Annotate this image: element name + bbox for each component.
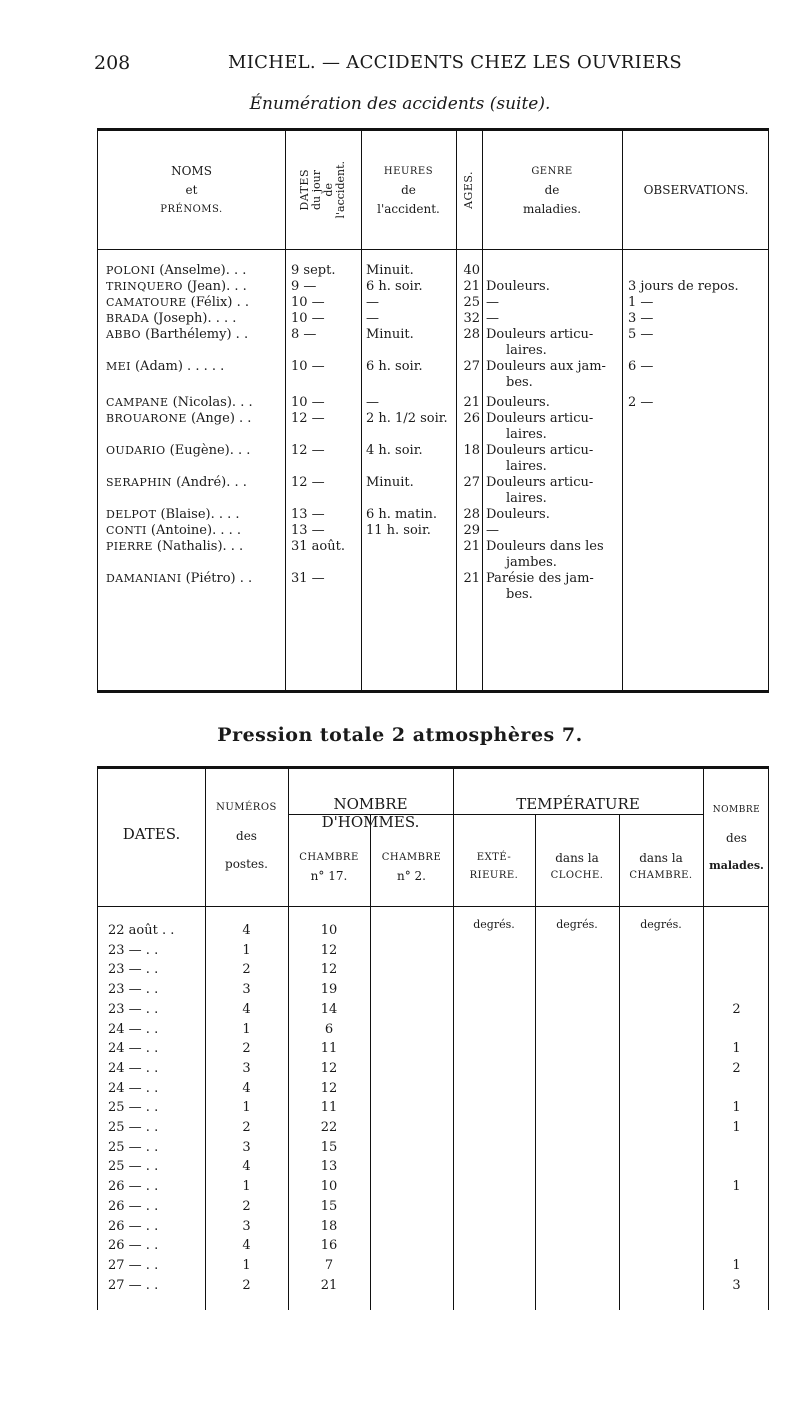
malades-cell: 1 <box>732 1041 741 1057</box>
genre-cell-continued: laires. <box>506 459 547 474</box>
unit-cloche: degrés. <box>556 918 598 931</box>
header-dates: DATES du jour de l'accident. <box>298 161 347 219</box>
genre-cell: Douleurs articu- <box>486 475 594 490</box>
date-cell: 25 — . . <box>108 1120 159 1135</box>
header-dates: DATES. <box>122 825 181 843</box>
date-cell: 25 — . . <box>108 1139 159 1155</box>
poste-cell: 1 <box>242 942 251 958</box>
name-cell <box>106 475 247 491</box>
name-cell <box>106 395 253 411</box>
genre-cell: — <box>486 523 499 538</box>
date-cell: 25 — . . <box>108 1100 159 1116</box>
surname: OUDARIO <box>106 444 166 457</box>
date-cell: 10 — <box>291 295 325 310</box>
age-cell: 21 <box>463 395 480 410</box>
age-cell: 40 <box>463 263 480 278</box>
header-temperature: TEMPÉRATURE <box>516 795 640 813</box>
name-cell <box>106 571 252 587</box>
name-cell <box>106 523 241 539</box>
page-number: 208 <box>94 52 131 74</box>
genre-cell: Douleurs articu- <box>486 443 594 458</box>
accidents-table <box>97 128 769 693</box>
date-cell: 27 — . . <box>108 1277 159 1293</box>
surname: TRINQUERO <box>106 280 183 293</box>
chambre17-cell: 10 <box>320 1179 338 1195</box>
date-cell: 26 — . . <box>108 1238 159 1254</box>
date-cell: 24 — . . <box>108 1060 159 1076</box>
poste-cell: 2 <box>242 1041 251 1057</box>
name-cell <box>106 279 247 295</box>
chambre17-cell: 18 <box>320 1218 338 1234</box>
date-cell: 13 — <box>291 523 325 538</box>
poste-cell: 3 <box>242 1060 251 1076</box>
heure-cell: 4 h. soir. <box>366 443 423 458</box>
table-title: Énumération des accidents (suite). <box>249 94 551 114</box>
date-cell: 22 août . . <box>108 923 175 938</box>
genre-cell: Douleurs. <box>486 507 550 522</box>
genre-cell: Douleurs articu- <box>486 411 594 426</box>
poste-cell: 3 <box>242 1139 251 1155</box>
surname: MEI <box>106 360 131 373</box>
date-cell: 9 — <box>291 279 317 294</box>
date-cell: 24 — . . <box>108 1041 159 1057</box>
chambre17-cell: 12 <box>320 1060 338 1076</box>
chambre17-cell: 12 <box>320 962 338 978</box>
date-cell: 26 — . . <box>108 1218 159 1234</box>
surname: BRADA <box>106 312 150 325</box>
obs-cell: 3 jours de repos. <box>628 279 739 294</box>
malades-cell: 3 <box>732 1277 741 1293</box>
surname: DAMANIANI <box>106 572 182 585</box>
heure-cell: — <box>366 295 379 310</box>
page-header <box>0 48 800 78</box>
poste-cell: 2 <box>242 1277 251 1293</box>
chambre17-cell: 13 <box>320 1159 338 1175</box>
header-ages: AGES. <box>462 171 475 209</box>
poste-cell: 3 <box>242 982 251 998</box>
poste-cell: 2 <box>242 1198 251 1214</box>
obs-cell: 5 — <box>628 327 654 342</box>
heure-cell: 6 h. soir. <box>366 279 423 294</box>
given-name: (Barthélemy) . . <box>145 327 249 342</box>
surname: CAMPANE <box>106 396 169 409</box>
date-cell: 27 — . . <box>108 1257 159 1273</box>
poste-cell: 4 <box>242 923 251 938</box>
age-cell: 27 <box>463 475 480 490</box>
chambre17-cell: 19 <box>320 982 338 998</box>
date-cell: 23 — . . <box>108 1001 159 1017</box>
running-title: MICHEL. — ACCIDENTS CHEZ LES OUVRIERS <box>228 52 682 73</box>
date-cell: 23 — . . <box>108 962 159 978</box>
header-nombre-malades: NOMBRE des malades. <box>709 805 764 872</box>
poste-cell: 1 <box>242 1100 251 1116</box>
genre-cell: Douleurs. <box>486 395 550 410</box>
poste-cell: 4 <box>242 1001 251 1017</box>
date-cell: 10 — <box>291 311 325 326</box>
obs-cell: 3 — <box>628 311 654 326</box>
poste-cell: 2 <box>242 1120 251 1135</box>
date-cell: 26 — . . <box>108 1198 159 1214</box>
name-cell <box>106 263 246 279</box>
heure-cell: — <box>366 395 379 410</box>
pressure-title: Pression totale 2 atmosphères 7. <box>217 724 583 746</box>
given-name: (Ange) . . <box>190 411 252 426</box>
genre-cell: — <box>486 311 499 326</box>
chambre17-cell: 12 <box>320 942 338 958</box>
header-exterieure: EXTÉ- RIEURE. <box>469 852 519 881</box>
chambre17-cell: 15 <box>320 1198 338 1214</box>
poste-cell: 1 <box>242 1257 251 1273</box>
date-cell: 31 — <box>291 571 325 586</box>
header-observations: OBSERVATIONS. <box>643 182 749 197</box>
genre-cell: Douleurs aux jam- <box>486 359 606 374</box>
given-name: (Joseph). . . . <box>153 311 237 326</box>
surname: CONTI <box>106 524 147 537</box>
date-cell: 10 — <box>291 395 325 410</box>
date-cell: 13 — <box>291 507 325 522</box>
age-cell: 27 <box>463 359 480 374</box>
age-cell: 29 <box>463 523 480 538</box>
unit-chambre: degrés. <box>640 918 682 931</box>
surname: POLONI <box>106 264 156 277</box>
chambre17-cell: 10 <box>320 923 338 938</box>
surname: CAMATOURE <box>106 296 187 309</box>
age-cell: 21 <box>463 571 480 586</box>
date-cell: 25 — . . <box>108 1159 159 1175</box>
name-cell <box>106 359 224 375</box>
name-cell <box>106 507 240 523</box>
date-cell: 12 — <box>291 411 325 426</box>
heure-cell: Minuit. <box>366 327 414 342</box>
given-name: (Eugène). . . <box>169 443 251 458</box>
chambre17-cell: 22 <box>320 1120 338 1135</box>
header-nombre-hommes: NOMBRE D'HOMMES. <box>321 795 420 831</box>
header-numeros: NUMÉROS des postes. <box>216 802 277 871</box>
header-cloche: dans la CLOCHE. <box>550 851 604 881</box>
date-cell: 23 — . . <box>108 982 159 998</box>
given-name: (Blaise). . . . <box>160 507 240 522</box>
chambre17-cell: 11 <box>320 1041 338 1057</box>
obs-cell: 2 — <box>628 395 654 410</box>
surname: BROUARONE <box>106 412 187 425</box>
genre-cell-continued: laires. <box>506 427 547 442</box>
age-cell: 26 <box>463 411 480 426</box>
chambre17-cell: 6 <box>324 1021 334 1037</box>
name-cell <box>106 443 250 459</box>
heure-cell: — <box>366 311 379 326</box>
chambre17-cell: 12 <box>320 1080 338 1096</box>
date-cell: 26 — . . <box>108 1179 159 1195</box>
malades-cell: 2 <box>732 1001 741 1017</box>
header-chambre17: CHAMBRE n° 17. <box>299 852 359 883</box>
age-cell: 18 <box>463 443 480 458</box>
genre-cell: — <box>486 295 499 310</box>
given-name: (Nicolas). . . <box>172 395 253 410</box>
heure-cell: 6 h. soir. <box>366 359 423 374</box>
date-cell: 12 — <box>291 475 325 490</box>
given-name: (Piétro) . . <box>185 571 253 586</box>
heure-cell: Minuit. <box>366 475 414 490</box>
surname: ABBO <box>106 328 141 341</box>
header-chambre2: CHAMBRE n° 2. <box>381 852 442 883</box>
header-chambre: dans la CHAMBRE. <box>629 851 693 881</box>
poste-cell: 1 <box>242 1021 251 1037</box>
obs-cell: 6 — <box>628 359 654 374</box>
heure-cell: Minuit. <box>366 263 414 278</box>
age-cell: 21 <box>463 539 480 554</box>
name-cell <box>106 311 236 327</box>
genre-cell-continued: laires. <box>506 343 547 358</box>
heure-cell: 6 h. matin. <box>366 507 438 522</box>
date-cell: 10 — <box>291 359 325 374</box>
date-cell: 31 août. <box>291 539 345 554</box>
poste-cell: 1 <box>242 1179 251 1195</box>
date-cell: 8 — <box>291 327 317 342</box>
given-name: (Nathalis). . . <box>156 539 244 554</box>
genre-cell-continued: jambes. <box>506 555 557 570</box>
name-cell <box>106 539 243 555</box>
genre-cell-continued: bes. <box>506 587 533 602</box>
given-name: (Antoine). . . . <box>150 523 241 538</box>
malades-cell: 1 <box>732 1100 741 1116</box>
surname: DELPOT <box>106 508 157 521</box>
age-cell: 32 <box>463 311 480 326</box>
name-cell <box>106 295 249 311</box>
unit-exterieure: degrés. <box>473 918 515 931</box>
date-cell: 12 — <box>291 443 325 458</box>
date-cell: 24 — . . <box>108 1021 159 1037</box>
poste-cell: 3 <box>242 1218 251 1234</box>
date-cell: 24 — . . <box>108 1080 159 1096</box>
header-noms: NOMS et PRÉNOMS. <box>160 163 223 215</box>
given-name: (Adam) . . . . . <box>134 359 225 374</box>
chambre17-cell: 7 <box>324 1257 334 1273</box>
age-cell: 25 <box>463 295 480 310</box>
genre-cell: Douleurs dans les <box>486 539 604 554</box>
poste-cell: 4 <box>242 1080 251 1096</box>
pressure-table <box>97 766 769 1310</box>
poste-cell: 4 <box>242 1159 251 1175</box>
given-name: (Jean). . . <box>186 279 247 294</box>
date-cell: 23 — . . <box>108 942 159 958</box>
genre-cell-continued: laires. <box>506 491 547 506</box>
header-heures: HEURES de l'accident. <box>377 165 440 216</box>
chambre17-cell: 16 <box>320 1238 338 1254</box>
age-cell: 28 <box>463 327 480 342</box>
poste-cell: 2 <box>242 962 251 978</box>
malades-cell: 2 <box>732 1060 741 1076</box>
heure-cell: 11 h. soir. <box>366 523 431 538</box>
chambre17-cell: 15 <box>320 1139 338 1155</box>
given-name: (Anselme). . . <box>159 263 247 278</box>
chambre17-cell: 14 <box>320 1001 338 1017</box>
malades-cell: 1 <box>732 1179 741 1195</box>
surname: PIERRE <box>106 540 153 553</box>
surname: SERAPHIN <box>106 476 172 489</box>
given-name: (André). . . <box>176 475 247 490</box>
header-genre: GENRE de maladies. <box>522 165 582 216</box>
malades-cell: 1 <box>732 1120 741 1135</box>
genre-cell: Douleurs articu- <box>486 327 594 342</box>
genre-cell: Douleurs. <box>486 279 550 294</box>
name-cell <box>106 327 248 343</box>
age-cell: 21 <box>463 279 480 294</box>
given-name: (Félix) . . <box>190 295 249 310</box>
date-cell: 9 sept. <box>291 263 336 278</box>
chambre17-cell: 11 <box>320 1100 338 1116</box>
heure-cell: 2 h. 1/2 soir. <box>366 411 448 426</box>
poste-cell: 4 <box>242 1238 251 1254</box>
age-cell: 28 <box>463 507 480 522</box>
malades-cell: 1 <box>732 1257 741 1273</box>
obs-cell: 1 — <box>628 295 654 310</box>
chambre17-cell: 21 <box>320 1277 338 1293</box>
genre-cell-continued: bes. <box>506 375 533 390</box>
genre-cell: Parésie des jam- <box>486 571 594 586</box>
name-cell <box>106 411 251 427</box>
